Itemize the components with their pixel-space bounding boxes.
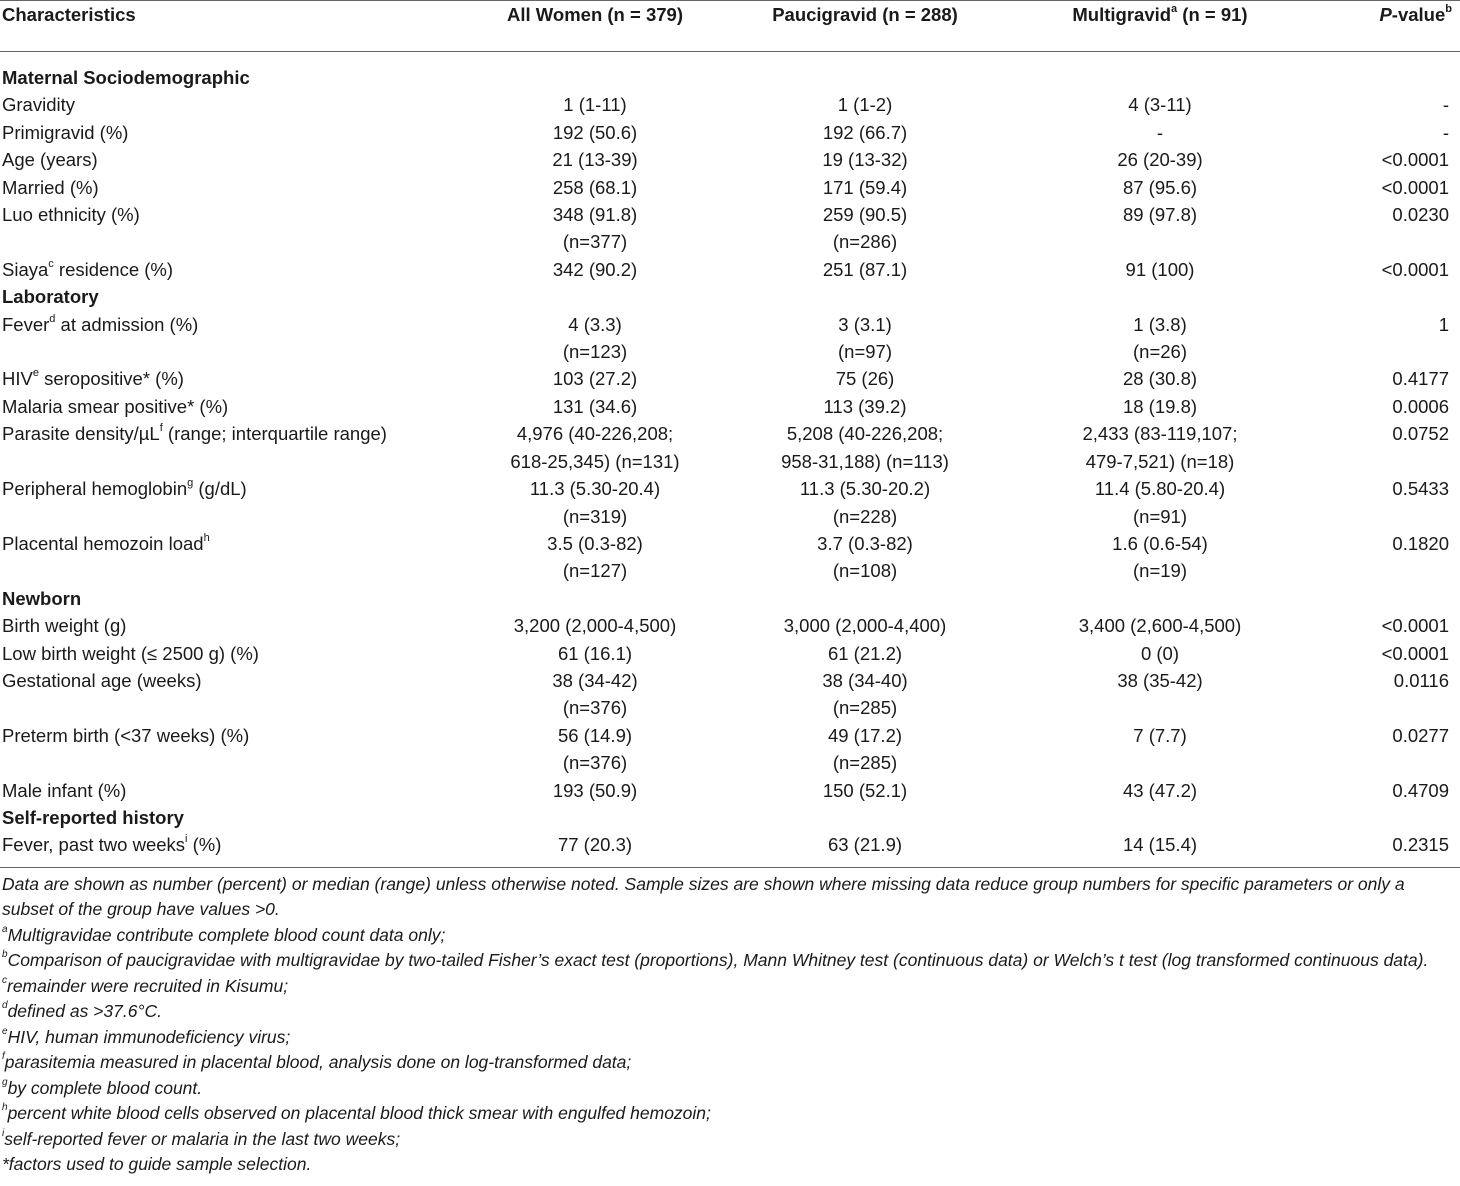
table-row <box>0 530 1460 585</box>
section-newborn: Newborn <box>2 587 82 609</box>
footnote-marker: f <box>2 1051 5 1063</box>
cell-sample-size: (n=319) <box>562 505 628 527</box>
cell-pvalue: 0.0277 <box>1392 724 1449 746</box>
row-label: Luo ethnicity (%) <box>2 204 140 226</box>
cell-all: 193 (50.9) <box>552 779 638 801</box>
row-label-text: residence (%) <box>53 258 174 280</box>
footnote-marker: e <box>2 1025 8 1037</box>
cell-pauci: 171 (59.4) <box>822 176 908 198</box>
cell-all <box>470 530 720 585</box>
row-label-text: (%) <box>187 834 222 856</box>
row-label: Gravidity <box>2 94 75 116</box>
row-label-text: Fever, past two weeks <box>2 834 186 856</box>
section-maternal: Maternal Sociodemographic <box>2 67 250 88</box>
footnote-i <box>2 1127 1458 1153</box>
header-pvalue-p: P <box>1379 4 1392 25</box>
cell-pvalue: 0.0752 <box>1392 423 1449 445</box>
table-row <box>0 831 1460 867</box>
section-row <box>0 283 1460 310</box>
header-multigravid <box>1010 1 1310 52</box>
cell-pvalue: 0.4177 <box>1392 368 1449 390</box>
row-label: Birth weight (g) <box>2 615 127 637</box>
footnote-text: Multigravidae contribute complete blood count data only; <box>7 924 446 945</box>
table-row <box>0 667 1460 722</box>
table-row <box>0 612 1460 639</box>
table-row <box>0 146 1460 173</box>
cell-multi: - <box>1156 121 1164 143</box>
table-row <box>0 174 1460 201</box>
cell-value: 4 (3.3) <box>568 313 622 335</box>
footnote-text: percent white blood cells observed on placental blood thick smear with engulfed hemozoin; <box>7 1103 711 1124</box>
cell-value: 38 (34-40) <box>822 669 908 691</box>
footnote-text: parasitemia measured in placental blood, analysis done on log-transformed data; <box>4 1052 632 1073</box>
footnote-h <box>2 1101 1458 1127</box>
header-row <box>0 1 1460 52</box>
cell-value: 11.3 (5.30-20.2) <box>799 478 931 500</box>
cell-sample-size: (n=377) <box>562 231 628 253</box>
cell-all <box>470 667 720 722</box>
header-pvalue-sup: b <box>1445 2 1452 15</box>
cell-sample-size: (n=91) <box>1133 505 1187 527</box>
table-row <box>0 311 1460 366</box>
cell-sample-size: (n=108) <box>832 560 898 582</box>
footnote-c <box>2 974 1458 1000</box>
header-paucigravid: Paucigravid (n = 288) <box>720 1 1010 52</box>
cell-pvalue: 0.5433 <box>1392 478 1449 500</box>
header-multigravid-n: (n = 91) <box>1177 4 1248 25</box>
footnote-star: *factors used to guide sample selection. <box>2 1154 312 1175</box>
cell-pauci <box>720 201 1010 256</box>
row-label: Malaria smear positive* (%) <box>2 395 229 417</box>
cell-value: 3 (3.1) <box>838 313 892 335</box>
cell-all: 131 (34.6) <box>552 395 638 417</box>
row-label: Male infant (%) <box>2 779 127 801</box>
row-label-text: Placental hemozoin load <box>2 532 204 554</box>
header-pvalue <box>1310 1 1460 52</box>
cell-value: 259 (90.5) <box>822 204 908 226</box>
table-row <box>0 201 1460 256</box>
footnote-marker: g <box>187 476 194 489</box>
cell-pauci <box>720 475 1010 530</box>
cell-sample-size: (n=127) <box>562 560 628 582</box>
cell-sample-size: (n=285) <box>832 697 898 719</box>
row-label-text: Peripheral hemoglobin <box>2 478 188 500</box>
table-row <box>0 91 1460 118</box>
section-laboratory: Laboratory <box>2 286 99 308</box>
row-label <box>0 831 470 867</box>
footnote-marker: c <box>48 257 54 270</box>
cell-multi <box>1010 530 1310 585</box>
cell-all <box>470 420 720 475</box>
cell-all: 192 (50.6) <box>552 121 638 143</box>
footnote-marker: a <box>2 923 8 935</box>
footnote-a <box>2 923 1458 949</box>
cell-pauci <box>720 667 1010 722</box>
footnote-g <box>2 1076 1458 1102</box>
cell-pauci <box>720 530 1010 585</box>
cell-sample-size: (n=123) <box>562 341 628 363</box>
cell-value: 4,976 (40-226,208; <box>516 423 674 445</box>
cell-all <box>470 722 720 777</box>
row-label <box>0 530 470 585</box>
cell-all <box>470 311 720 366</box>
cell-pvalue: - <box>1442 94 1449 116</box>
cell-sample-size: 479-7,521) (n=18) <box>1085 450 1235 472</box>
header-pvalue-rest: -value <box>1391 4 1446 25</box>
footnote-b <box>2 948 1458 974</box>
footnote-text: defined as >37.6°C. <box>7 1001 162 1022</box>
header-all-women: All Women (n = 379) <box>470 1 720 52</box>
cell-sample-size: (n=97) <box>838 341 892 363</box>
footnote-marker: d <box>2 1000 8 1012</box>
cell-pauci <box>720 420 1010 475</box>
cell-sample-size: (n=228) <box>832 505 898 527</box>
cell-all: 21 (13-39) <box>552 149 638 171</box>
row-label <box>0 311 470 366</box>
cell-all: 1 (1-11) <box>563 94 627 116</box>
cell-sample-size: (n=376) <box>562 697 628 719</box>
footnote-marker: h <box>203 531 210 544</box>
cell-pvalue: 0.0116 <box>1393 669 1449 691</box>
header-multigravid-sup: a <box>1171 2 1178 15</box>
table-row <box>0 640 1460 667</box>
cell-pvalue: <0.0001 <box>1381 176 1449 198</box>
row-label-text: Siaya <box>2 258 49 280</box>
cell-value: 5,208 (40-226,208; <box>786 423 944 445</box>
section-row <box>0 804 1460 831</box>
table-row <box>0 722 1460 777</box>
table-row <box>0 119 1460 146</box>
cell-pauci: 150 (52.1) <box>822 779 908 801</box>
cell-multi <box>1010 420 1310 475</box>
cell-multi: 87 (95.6) <box>1122 176 1198 198</box>
cell-multi <box>1010 475 1310 530</box>
cell-all: 342 (90.2) <box>552 258 638 280</box>
cell-value: 56 (14.9) <box>557 724 633 746</box>
footnote-text: remainder were recruited in Kisumu; <box>7 975 289 996</box>
footnote-text: self-reported fever or malaria in the last two weeks; <box>4 1128 401 1149</box>
footnote-text: HIV, human immunodeficiency virus; <box>7 1026 291 1047</box>
footnote-marker: d <box>49 312 56 325</box>
cell-pvalue: 0.0230 <box>1392 204 1449 226</box>
row-label-text: (range; interquartile range) <box>162 423 387 445</box>
cell-pvalue: <0.0001 <box>1381 642 1449 664</box>
row-label-text: (g/dL) <box>193 478 247 500</box>
cell-value: 3.7 (0.3-82) <box>817 532 913 554</box>
cell-pvalue: 0.4709 <box>1392 779 1449 801</box>
cell-pvalue: 1 <box>1438 313 1449 335</box>
cell-pauci: 251 (87.1) <box>822 258 908 280</box>
table-row <box>0 777 1460 804</box>
cell-multi <box>1010 311 1310 366</box>
footnote-text: by complete blood count. <box>7 1077 203 1098</box>
section-row <box>0 52 1460 92</box>
cell-pauci <box>720 311 1010 366</box>
cell-multi: 4 (3-11) <box>1128 94 1192 116</box>
cell-all: 3,200 (2,000-4,500) <box>513 615 677 637</box>
footnote-marker: h <box>2 1102 8 1114</box>
cell-pauci: 1 (1-2) <box>837 94 893 116</box>
cell-multi: 14 (15.4) <box>1010 831 1310 867</box>
footnote-d <box>2 999 1458 1025</box>
cell-value: 3.5 (0.3-82) <box>547 532 643 554</box>
cell-value: 1.6 (0.6-54) <box>1112 532 1208 554</box>
footnote-text: Comparison of paucigravidae with multigravidae by two-tailed Fisher’s exact test (proportions), Mann Whitney test (continuous data) or Welch’s t test (log transformed continuous data). <box>7 950 1429 971</box>
cell-value: 348 (91.8) <box>552 204 638 226</box>
cell-pvalue: - <box>1442 121 1449 143</box>
footnote-marker: b <box>2 949 8 961</box>
cell-multi: 28 (30.8) <box>1122 368 1198 390</box>
cell-multi: 43 (47.2) <box>1122 779 1198 801</box>
cell-value: 11.4 (5.80-20.4) <box>1094 478 1226 500</box>
cell-pvalue: 0.2315 <box>1310 831 1460 867</box>
cell-multi: 3,400 (2,600-4,500) <box>1078 615 1242 637</box>
cell-value: 38 (34-42) <box>552 669 638 691</box>
section-self-reported: Self-reported history <box>2 806 184 828</box>
row-label: Low birth weight (≤ 2500 g) (%) <box>2 642 259 664</box>
cell-pauci: 61 (21.2) <box>827 642 903 664</box>
cell-sample-size: 618-25,345) (n=131) <box>510 450 680 472</box>
cell-value: 1 (3.8) <box>1133 313 1187 335</box>
cell-pauci <box>720 722 1010 777</box>
header-multigravid-label: Multigravid <box>1072 4 1172 25</box>
footnote-marker: c <box>2 974 7 986</box>
cell-sample-size: (n=26) <box>1133 341 1187 363</box>
cell-multi: 89 (97.8) <box>1122 204 1198 226</box>
footnote-marker: e <box>32 367 39 380</box>
row-label-text: HIV <box>2 368 33 390</box>
cell-sample-size: (n=286) <box>832 231 898 253</box>
cell-all: 77 (20.3) <box>470 831 720 867</box>
table-row <box>0 420 1460 475</box>
cell-pauci: 192 (66.7) <box>822 121 908 143</box>
footnote-intro: Data are shown as number (percent) or median (range) unless otherwise noted. Sample sizes are shown where missing data reduce group numbers for specific parameters or only a subset of the group have values >0. <box>2 873 1405 920</box>
cell-all <box>470 201 720 256</box>
row-label <box>0 475 470 530</box>
footnote-f <box>2 1050 1458 1076</box>
table-row <box>0 256 1460 283</box>
cell-sample-size: (n=285) <box>832 752 898 774</box>
footnote-marker: i <box>2 1127 5 1139</box>
row-label <box>0 365 470 392</box>
cell-multi: 18 (19.8) <box>1122 395 1198 417</box>
cell-sample-size: (n=19) <box>1133 560 1187 582</box>
cell-pvalue: <0.0001 <box>1381 258 1449 280</box>
cell-pauci: 63 (21.9) <box>720 831 1010 867</box>
cell-all <box>470 475 720 530</box>
cell-all: 61 (16.1) <box>557 642 633 664</box>
cell-sample-size: (n=376) <box>562 752 628 774</box>
table-footnotes <box>0 868 1460 1178</box>
cell-pvalue: 0.1820 <box>1392 532 1449 554</box>
section-row <box>0 585 1460 612</box>
cell-pvalue: <0.0001 <box>1381 149 1449 171</box>
row-label: Preterm birth (<37 weeks) (%) <box>2 724 250 746</box>
cell-multi: 0 (0) <box>1140 642 1180 664</box>
table-row <box>0 365 1460 392</box>
cell-pvalue: <0.0001 <box>1381 615 1449 637</box>
cell-value: 11.3 (5.30-20.4) <box>529 478 661 500</box>
cell-multi: 7 (7.7) <box>1133 724 1187 746</box>
row-label <box>0 256 470 283</box>
cell-sample-size: 958-31,188) (n=113) <box>781 450 949 472</box>
cell-pauci: 3,000 (2,000-4,400) <box>783 615 947 637</box>
cell-value: 49 (17.2) <box>827 724 903 746</box>
cell-multi: 26 (20-39) <box>1117 149 1203 171</box>
footnote-marker: i <box>185 833 188 846</box>
cell-pauci: 19 (13-32) <box>822 149 908 171</box>
row-label-text: seropositive* (%) <box>38 368 184 390</box>
cell-multi: 38 (35-42) <box>1117 669 1203 691</box>
cell-value: 2,433 (83-119,107; <box>1082 423 1238 445</box>
row-label: Primigravid (%) <box>2 121 129 143</box>
table-row <box>0 475 1460 530</box>
footnote-marker: g <box>2 1076 8 1088</box>
row-label-text: at admission (%) <box>55 313 199 335</box>
row-label-text: Parasite density/µL <box>2 423 160 445</box>
footnote-e <box>2 1025 1458 1051</box>
cell-pvalue: 0.0006 <box>1392 395 1449 417</box>
table-row <box>0 393 1460 420</box>
cell-all: 103 (27.2) <box>552 368 638 390</box>
cell-multi: 91 (100) <box>1125 258 1195 280</box>
row-label: Age (years) <box>2 149 98 171</box>
header-characteristics: Characteristics <box>0 1 470 52</box>
cell-pauci: 75 (26) <box>835 368 895 390</box>
row-label <box>0 420 470 475</box>
row-label: Married (%) <box>2 176 99 198</box>
footnote-marker: f <box>159 422 163 435</box>
row-label-text: Fever <box>2 313 50 335</box>
row-label: Gestational age (weeks) <box>2 669 202 691</box>
cell-pauci: 113 (39.2) <box>823 395 907 417</box>
cell-all: 258 (68.1) <box>552 176 638 198</box>
